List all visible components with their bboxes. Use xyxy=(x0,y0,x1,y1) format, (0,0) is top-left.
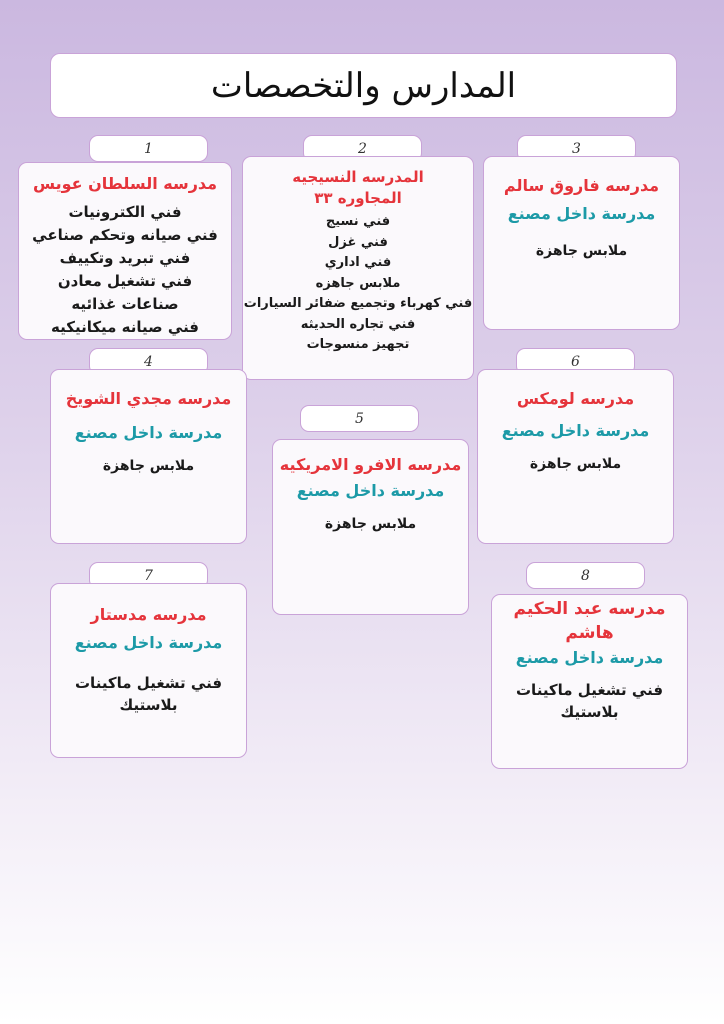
school-6-card xyxy=(477,369,674,544)
school-4-specialty: ملابس جاهزة xyxy=(102,458,195,474)
school-2-location: المجاوره ٣٣ xyxy=(314,189,402,207)
school-2-specialty: فني تجاره الحديثه xyxy=(300,316,416,332)
school-5-specialty: ملابس جاهزة xyxy=(324,516,417,532)
school-2-specialty: ملابس جاهزه xyxy=(315,275,401,291)
school-4-card xyxy=(50,369,247,544)
school-1-name: مدرسه السلطان عويس xyxy=(32,174,218,193)
school-2-specialty: فني غزل xyxy=(328,234,388,250)
school-8-name: مدرسه عبد الحكيم xyxy=(513,599,666,619)
school-1-card xyxy=(18,162,232,340)
school-8-type: مدرسة داخل مصنع xyxy=(515,648,664,667)
school-6-name: مدرسه لومكس xyxy=(516,389,635,408)
school-1-specialty: فني صيانه وتحكم صناعي xyxy=(32,226,218,244)
school-5-type: مدرسة داخل مصنع xyxy=(296,481,445,500)
school-7-specialty-line1: فني تشغيل ماكينات xyxy=(74,674,223,692)
school-7-specialty-line2: بلاستيك xyxy=(119,696,178,714)
school-7-type: مدرسة داخل مصنع xyxy=(74,633,223,652)
school-7-name: مدرسه مدستار xyxy=(90,605,207,624)
school-7-card xyxy=(50,583,247,758)
school-1-specialty: صناعات غذائيه xyxy=(71,295,179,313)
school-3-specialty: ملابس جاهزة xyxy=(535,243,628,259)
school-1-specialty: فني الكترونيات xyxy=(68,203,182,221)
school-4-number: 4 xyxy=(89,348,208,375)
school-1-specialty: فني تشغيل معادن xyxy=(57,272,193,290)
school-2-specialty: فني كهرباء وتجميع ضفائر السيارات xyxy=(243,296,473,311)
school-1-specialties xyxy=(32,201,218,339)
school-1-number: 1 xyxy=(89,135,208,162)
school-2-specialties xyxy=(244,212,472,356)
school-8-number: 8 xyxy=(526,562,645,589)
school-2-specialty: تجهيز منسوجات xyxy=(306,337,410,352)
school-6-specialty: ملابس جاهزة xyxy=(529,456,622,472)
school-3-name: مدرسه فاروق سالم xyxy=(503,176,660,195)
school-7-number: 7 xyxy=(89,562,208,589)
school-5-number: 5 xyxy=(300,405,419,432)
school-2-specialty: فني نسيج xyxy=(325,214,391,229)
school-8-name-line2: هاشم xyxy=(565,623,614,643)
page-title: المدارس والتخصصات xyxy=(50,53,677,118)
school-5-card xyxy=(272,439,469,615)
school-2-name: المدرسه النسيجيه xyxy=(292,168,424,186)
school-4-name: مدرسه مجدي الشويخ xyxy=(65,389,232,408)
school-3-type: مدرسة داخل مصنع xyxy=(507,204,656,223)
school-6-type: مدرسة داخل مصنع xyxy=(501,421,650,440)
school-8-specialty-line1: فني تشغيل ماكينات xyxy=(515,681,664,699)
school-5-name: مدرسه الافرو الامريكيه xyxy=(279,455,462,474)
school-1-specialty: فني صيانه ميكانيكيه xyxy=(51,318,200,336)
school-8-card xyxy=(491,594,688,769)
school-8-specialty-line2: بلاستيك xyxy=(560,703,619,721)
school-2-card xyxy=(242,156,474,380)
school-2-number: 2 xyxy=(303,135,422,162)
school-2-specialty: فني اداري xyxy=(324,255,392,270)
school-4-type: مدرسة داخل مصنع xyxy=(74,423,223,442)
school-3-card xyxy=(483,156,680,330)
school-1-specialty: فني تبريد وتكييف xyxy=(59,249,191,267)
school-6-number: 6 xyxy=(516,348,635,375)
school-3-number: 3 xyxy=(517,135,636,162)
